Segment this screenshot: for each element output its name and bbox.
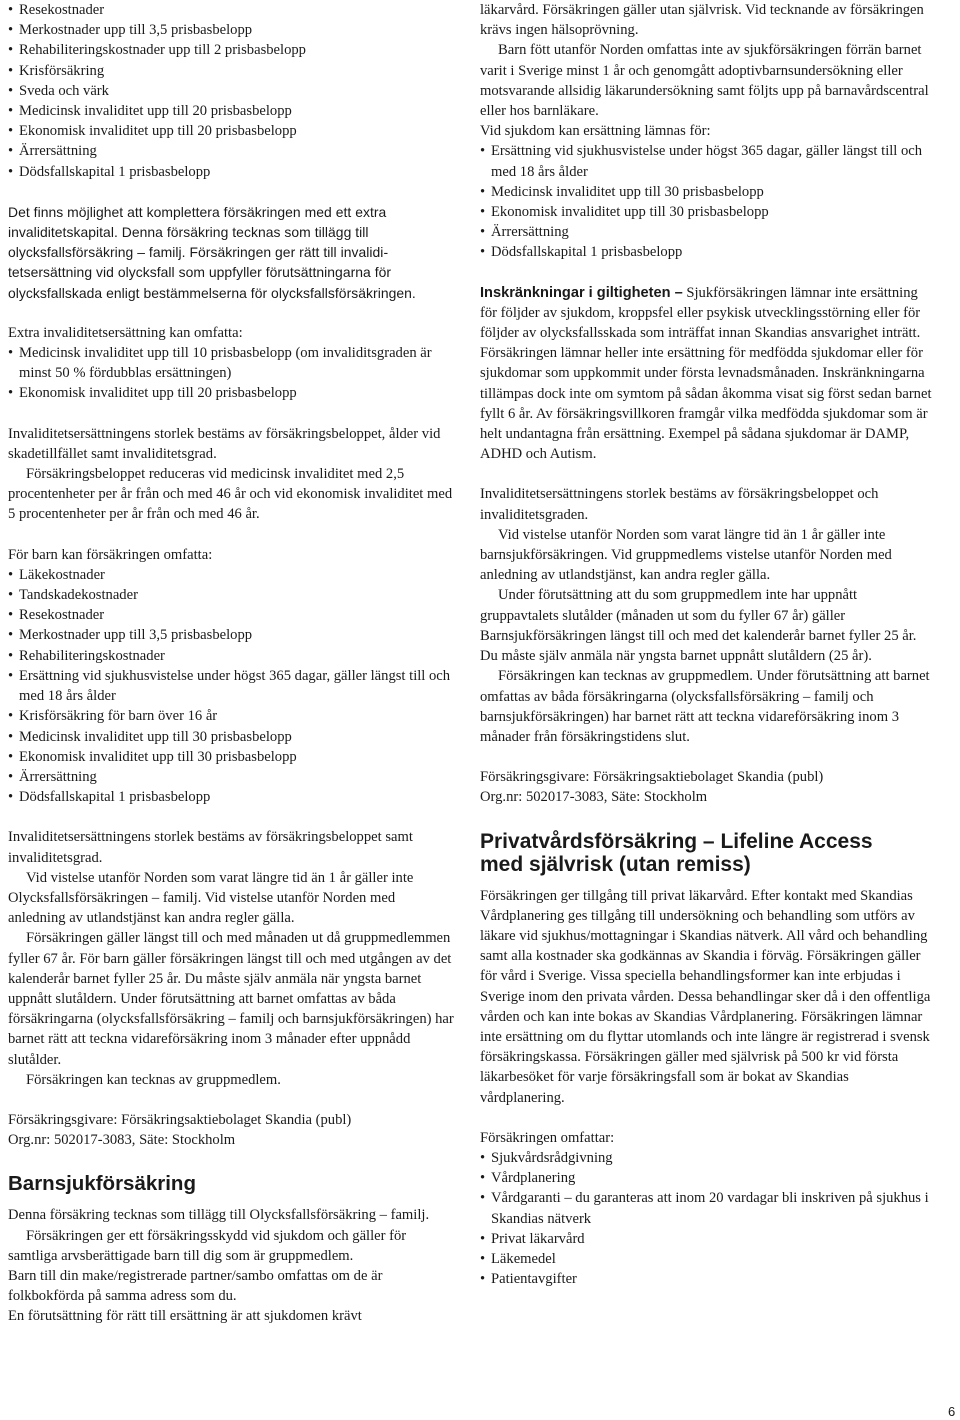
list-item: • Tandskadekostnader — [8, 585, 454, 605]
list-item: • Dödsfallskapital 1 prisbasbelopp — [480, 242, 934, 262]
barnsjuk-heading: Barnsjukförsäkring — [8, 1172, 196, 1196]
list-item: • Vårdplanering — [480, 1168, 934, 1188]
vistelse-paragraph: Vid vistelse utanför Norden som varat längre tid än 1 år gäller inte Olycksfallsförsäkringen – familj. Vid vistelse utanför Norden med anledning av utlandstjänst kan andra regler gälla. — [8, 869, 414, 927]
list-item: • Ekonomisk invaliditet upp till 30 prisbasbelopp — [8, 747, 454, 767]
sjukdom-heading: Vid sjukdom kan ersättning lämnas för: — [480, 123, 711, 140]
under-forutsattning-paragraph: Under förutsättning att du som gruppmedlem inte har uppnått gruppavtalets slutålder (månaden ut som du fyller 67 år) gäller Barnsjukförsäkringen längst till och med det kalenderår barnet fyller 25 år. Du måste själv anmäla när yngsta barnet uppnått slutåldern (25 år). — [480, 587, 917, 665]
inv-storlek-paragraph: Invaliditetsersättningens storlek bestäms av försäkringsbeloppet, ålder vid skadetillfället samt invaliditetsgrad. — [8, 425, 441, 462]
text-line: olycksfallskada enligt bestämmelserna för olycksfallsförsäkringen. — [8, 284, 416, 301]
fott-paragraph: Barn fött utanför Norden omfattas inte av sjukförsäkringen förrän barnet varit i Sverige minst 1 år och genomgått adoptivbarnsundersökning eller motsvarande allsidig läkarundersökning samt följts upp på barnavårdscentral eller hos barnläkare. — [480, 42, 929, 120]
list-item: • Merkostnader upp till 3,5 prisbasbelopp — [8, 20, 454, 40]
list-item: • Krisförsäkring för barn över 16 år — [8, 706, 454, 726]
barnsjuk-paragraph-4: En förutsättning för rätt till ersättning är att sjukdomen krävt — [8, 1308, 362, 1325]
text-line: olycksfallsförsäkring – familj. Försäkringen ger rätt till invalidi- — [8, 244, 389, 261]
privatvard-heading-line2: med självrisk (utan remiss) — [480, 852, 751, 876]
list-item: • Medicinsk invaliditet upp till 10 prisbasbelopp (om invaliditsgraden är minst 50 % fördubblas ersättningen) — [8, 343, 454, 383]
list-item: • Ekonomisk invaliditet upp till 20 prisbasbelopp — [8, 383, 454, 403]
barnsjuk-paragraph-3: Barn till din make/registrerade partner/sambo omfattas om de är folkbokförda på samma adress som du. — [8, 1267, 383, 1305]
text-line: Det finns möjlighet att komplettera försäkringen med ett extra — [8, 203, 387, 220]
privatvard-heading-line1: Privatvårdsförsäkring – Lifeline Access — [480, 829, 873, 853]
left-column — [8, 0, 454, 1327]
barn-list — [8, 565, 454, 807]
galler-langst-paragraph: Försäkringen gäller längst till och med månaden ut då gruppmedlemmen fyller 67 år. För barn gäller försäkringen längst till och med utgången av det kalenderår barnet fyller 25 år. Du måste själv anmäla när yngsta barnet uppnått slutåldern. Under förutsättning att barnet omfattas av båda försäkringarna (olycksfallsförsäkring – familj och barnsjukförsäkringen) har barnet rätt att teckna vidareförsäkring inom 3 månader efter uppnådd slutålder. — [8, 930, 454, 1068]
text-line: invaliditetskapital. Denna försäkring tecknas som tillägg till — [8, 224, 369, 241]
list-item: • Patientavgifter — [480, 1269, 934, 1289]
barn-heading: För barn kan försäkringen omfatta: — [8, 546, 213, 563]
continued-paragraph: läkarvård. Försäkringen gäller utan självrisk. Vid tecknande av försäkringen krävs ingen hälsoprövning. — [480, 2, 924, 39]
list-item: • Läkekostnader — [8, 565, 454, 585]
extra-list — [8, 343, 454, 404]
text-line: tetsersättning vid olycksfall som uppfyller förutsättningarna för — [8, 264, 392, 281]
vistelse-paragraph: Vid vistelse utanför Norden som varat längre tid än 1 år gäller inte barnsjukförsäkringen. Vid gruppmedlems vistelse utanför Norden med anledning av utlandstjänst, kan andra regler gälla. — [480, 526, 892, 584]
inskrankningar-paragraph — [480, 283, 934, 465]
barnsjuk-paragraph-2: Försäkringen ger ett försäkringsskydd vid sjukdom och gäller för samtliga arvsberättigade barn till dig som är gruppmedlem. — [8, 1227, 407, 1264]
inv-storlek2-paragraph: Invaliditetsersättningens storlek bestäms av försäkringsbeloppet samt invaliditetsgrad. — [8, 829, 413, 866]
list-item: • Sjukvårdsrådgivning — [480, 1148, 934, 1168]
list-item: • Resekostnader — [8, 0, 454, 20]
list-item: • Ärrersättning — [480, 222, 934, 242]
inskrankningar-text: Sjukförsäkringen lämnar inte ersättning för följder av sjukdom, kroppsfel eller psykisk utvecklingsstörning eller för följder av olycksfallsskada som inträffat innan Skandias ansvarighet inträtt. Försäkringen lämnar heller inte ersättning för medfödda sjukdomar eller för sjukdomar som uppkommit under första levnadsmånaden. Inskränkningarna tillämpas dock inte om symtom på sådan åkomma visat sig först sedan barnet fyllt 6 år. Av försäkringsvillkoren framgår vilka medfödda sjukdomar som är helt undantagna från ersättning. Exempel på sådana sjukdomar är DAMP, ADHD och Autism. — [480, 284, 932, 463]
privatvard-paragraph: Försäkringen ger tillgång till privat läkarvård. Efter kontakt med Skandias Vårdplanering ges tillgång till undersökning och behandling som utförs av läkare vid sjukhus/mottagningar i Skandias nätverk. All vård och behandling samt alla kostnader ska godkännas av Skandia i förväg. Försäkringen gäller för vård i Sverige. Vissa speciella behandlingsformer kan inte erbjudas i Sverige inom den privata vården. Dessa behandlingar sker då i den offentliga vården och kan inte bokas av Skandias Vårdplanering. Försäkringen lämnar inte ersättning om du flyttar utomlands och inte längre är registrerad i svensk försäkringskassa. Försäkringen gäller med självrisk på 500 kr vid första läkarbesöket för varje försäkringsfall som är bokat av Skandias vårdplanering. — [480, 887, 931, 1106]
list-item: • Privat läkarvård — [480, 1229, 934, 1249]
list-item: • Läkemedel — [480, 1249, 934, 1269]
omfattar-list — [480, 1148, 934, 1289]
list-item: • Ersättning vid sjukhusvistelse under högst 365 dagar, gäller längst till och med 18 års ålder — [480, 141, 934, 181]
benefits-list-top — [8, 0, 454, 182]
list-item: • Merkostnader upp till 3,5 prisbasbelopp — [8, 625, 454, 645]
list-item: • Rehabiliteringskostnader — [8, 646, 454, 666]
list-item: • Dödsfallskapital 1 prisbasbelopp — [8, 787, 454, 807]
list-item: • Medicinsk invaliditet upp till 30 prisbasbelopp — [8, 727, 454, 747]
tecknas-paragraph: Försäkringen kan tecknas av gruppmedlem. — [26, 1071, 281, 1088]
list-item: • Ekonomisk invaliditet upp till 20 prisbasbelopp — [8, 121, 454, 141]
insurer-line: Försäkringsgivare: Försäkringsaktiebolaget Skandia (publ) — [480, 769, 824, 786]
extra-heading: Extra invaliditetsersättning kan omfatta: — [8, 324, 243, 341]
insurer-line: Försäkringsgivare: Försäkringsaktiebolaget Skandia (publ) — [8, 1111, 352, 1128]
list-item: • Dödsfallskapital 1 prisbasbelopp — [8, 162, 454, 182]
list-item: • Resekostnader — [8, 605, 454, 625]
list-item: • Vårdgaranti – du garanteras att inom 20 vardagar bli inskriven på sjukhus i Skandias nätverk — [480, 1188, 934, 1228]
right-column — [480, 0, 934, 1289]
list-item: • Medicinsk invaliditet upp till 20 prisbasbelopp — [8, 101, 454, 121]
inskrankningar-label: Inskränkningar i giltigheten – — [480, 284, 683, 301]
list-item: • Sveda och värk — [8, 81, 454, 101]
list-item: • Krisförsäkring — [8, 61, 454, 81]
komplettera-paragraph — [8, 202, 454, 303]
list-item: • Rehabiliteringskostnader upp till 2 prisbasbelopp — [8, 40, 454, 60]
list-item: • Ersättning vid sjukhusvistelse under högst 365 dagar, gäller längst till och med 18 års ålder — [8, 666, 454, 706]
orgnr-line: Org.nr: 502017-3083, Säte: Stockholm — [8, 1132, 236, 1149]
list-item: • Ärrersättning — [8, 141, 454, 161]
list-item: • Ekonomisk invaliditet upp till 30 prisbasbelopp — [480, 202, 934, 222]
inv-storlek-paragraph: Invaliditetsersättningens storlek bestäms av försäkringsbeloppet och invaliditetsgraden. — [480, 486, 879, 523]
sjukdom-list — [480, 141, 934, 262]
list-item: • Medicinsk invaliditet upp till 30 prisbasbelopp — [480, 182, 934, 202]
omfattar-heading: Försäkringen omfattar: — [480, 1129, 615, 1146]
barnsjuk-paragraph-1: Denna försäkring tecknas som tillägg till Olycksfallsförsäkring – familj. — [8, 1207, 430, 1224]
reduceras-paragraph: Försäkringsbeloppet reduceras vid medicinsk invaliditet med 2,5 procentenheter per år från och med 46 år och vid ekonomisk invaliditet med 5 procentenheter per år från och med 46 år. — [8, 466, 453, 523]
orgnr-line: Org.nr: 502017-3083, Säte: Stockholm — [480, 789, 708, 806]
tecknas-paragraph: Försäkringen kan tecknas av gruppmedlem. Under förutsättning att barnet omfattas av båda försäkringarna (olycksfallsförsäkring – familj och barnsjukförsäkringen) har barnet rätt att teckna vidareförsäkring inom 3 månader från försäkringstidens slut. — [480, 668, 930, 745]
list-item: • Ärrersättning — [8, 767, 454, 787]
privatvard-heading — [480, 830, 934, 876]
page-number: 6 — [948, 1404, 956, 1419]
